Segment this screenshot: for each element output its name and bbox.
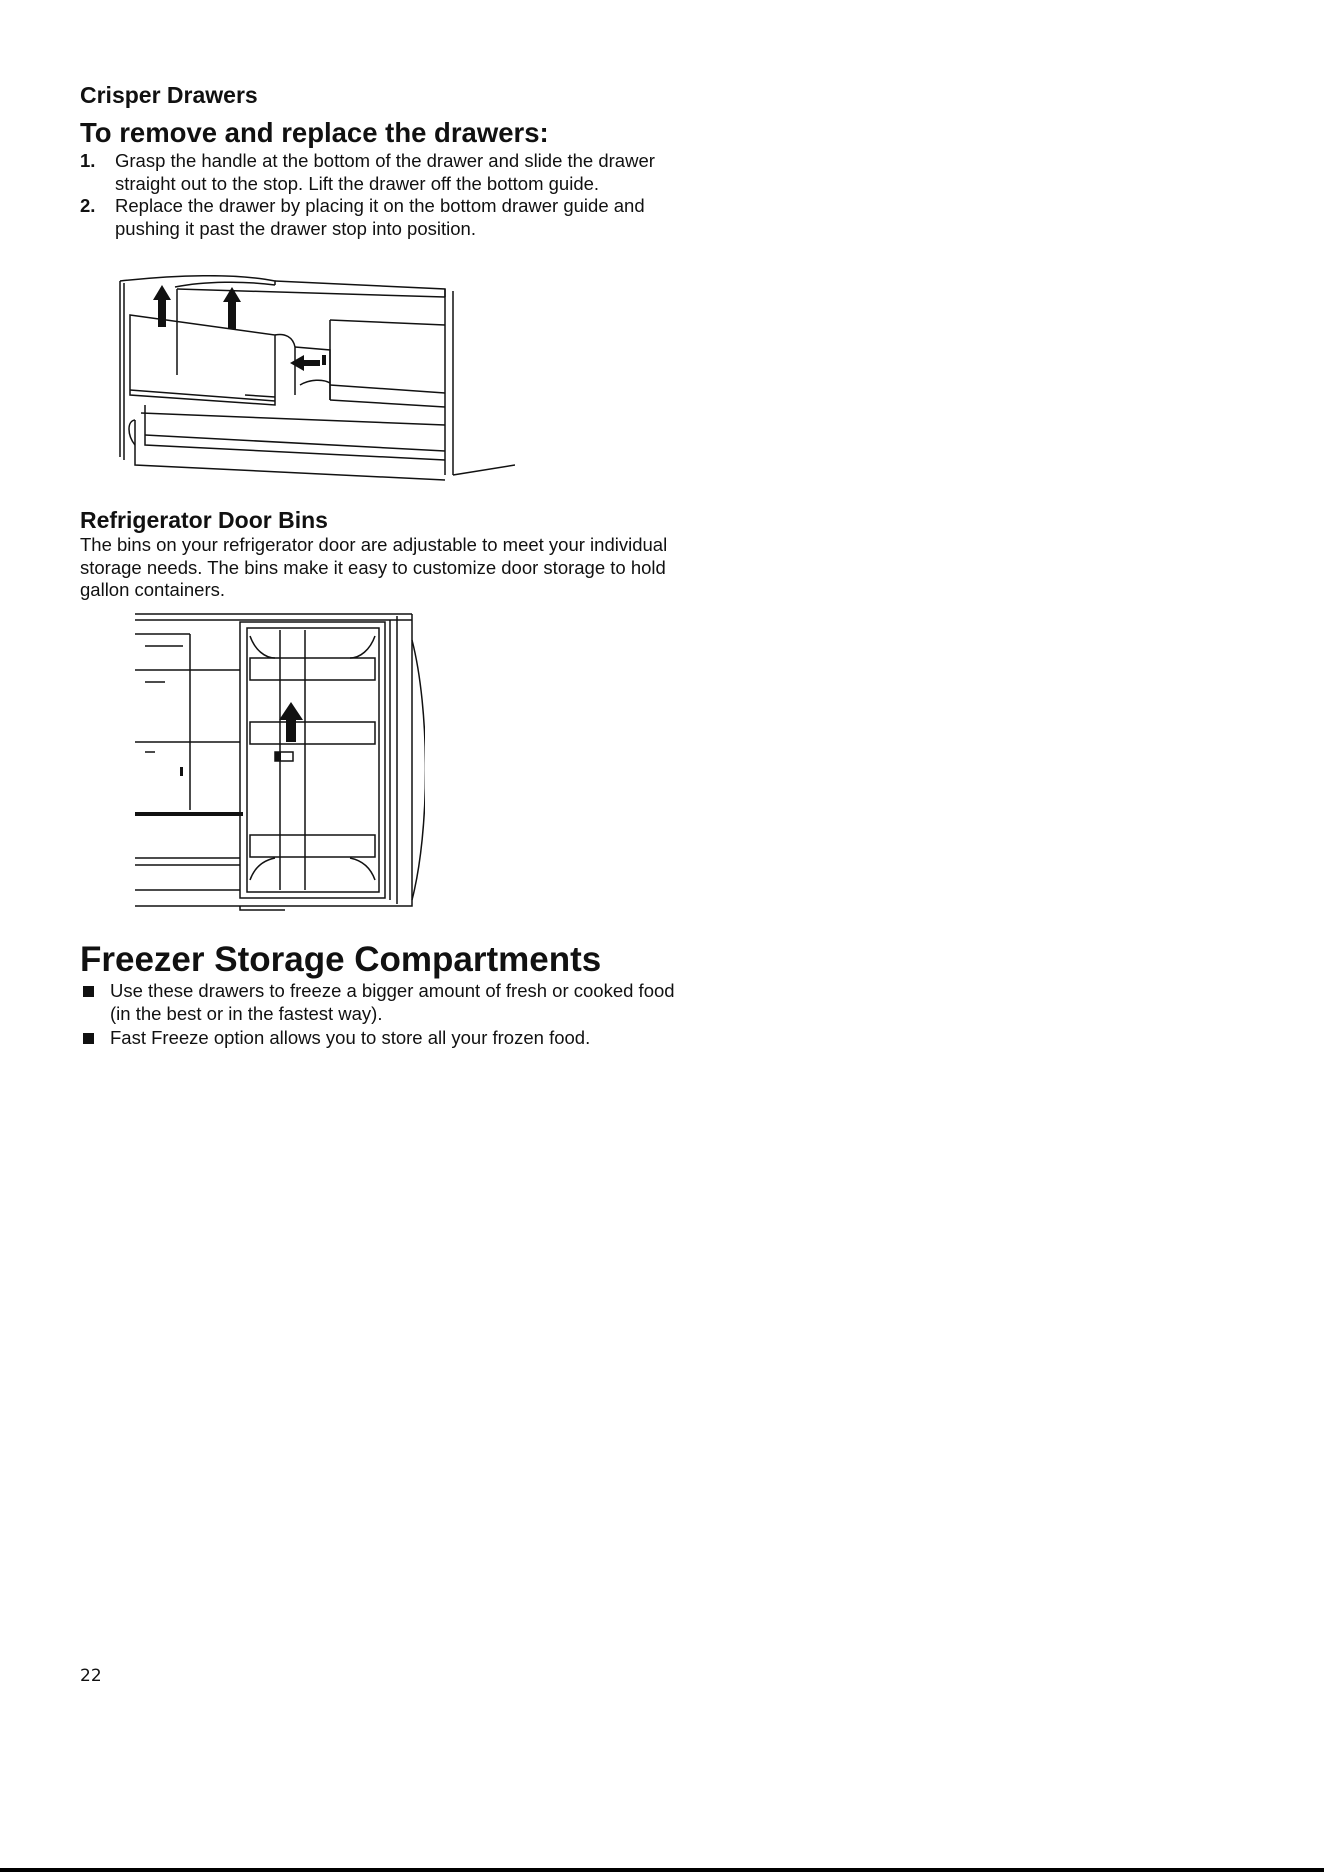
- step-number: 2.: [80, 195, 96, 216]
- bullet-text: Fast Freeze option allows you to store all your frozen food.: [110, 1027, 591, 1048]
- freezer-bullet-list: [80, 980, 680, 1052]
- page-number: 22: [80, 1666, 102, 1686]
- list-item: [80, 980, 680, 1025]
- step-text: Grasp the handle at the bottom of the drawer and slide the drawer straight out to the stop. Lift the drawer off the bottom guide.: [115, 150, 655, 194]
- page-bottom-rule: [0, 1868, 1324, 1872]
- bullet-square-icon: [83, 1033, 94, 1044]
- list-item: [80, 1027, 680, 1050]
- crisper-drawer-illustration: [115, 275, 515, 495]
- step-item: [80, 150, 670, 195]
- bullet-square-icon: [83, 986, 94, 997]
- section-heading-freezer: Freezer Storage Compartments: [80, 940, 602, 979]
- instruction-steps: [80, 150, 670, 240]
- door-bins-illustration: [135, 610, 425, 920]
- subheading-remove-replace: To remove and replace the drawers:: [80, 117, 549, 148]
- step-text: Replace the drawer by placing it on the bottom drawer guide and pushing it past the drawer stop into position.: [115, 195, 645, 239]
- bullet-text: Use these drawers to freeze a bigger amount of fresh or cooked food (in the best or in the fastest way).: [110, 980, 675, 1024]
- door-bins-description: The bins on your refrigerator door are adjustable to meet your individual storage needs. The bins make it easy to customize door storage to hold gallon containers.: [80, 534, 668, 600]
- section-heading-crisper-drawers: Crisper Drawers: [80, 82, 258, 108]
- step-number: 1.: [80, 150, 96, 171]
- step-item: [80, 195, 670, 240]
- section-heading-door-bins: Refrigerator Door Bins: [80, 507, 328, 533]
